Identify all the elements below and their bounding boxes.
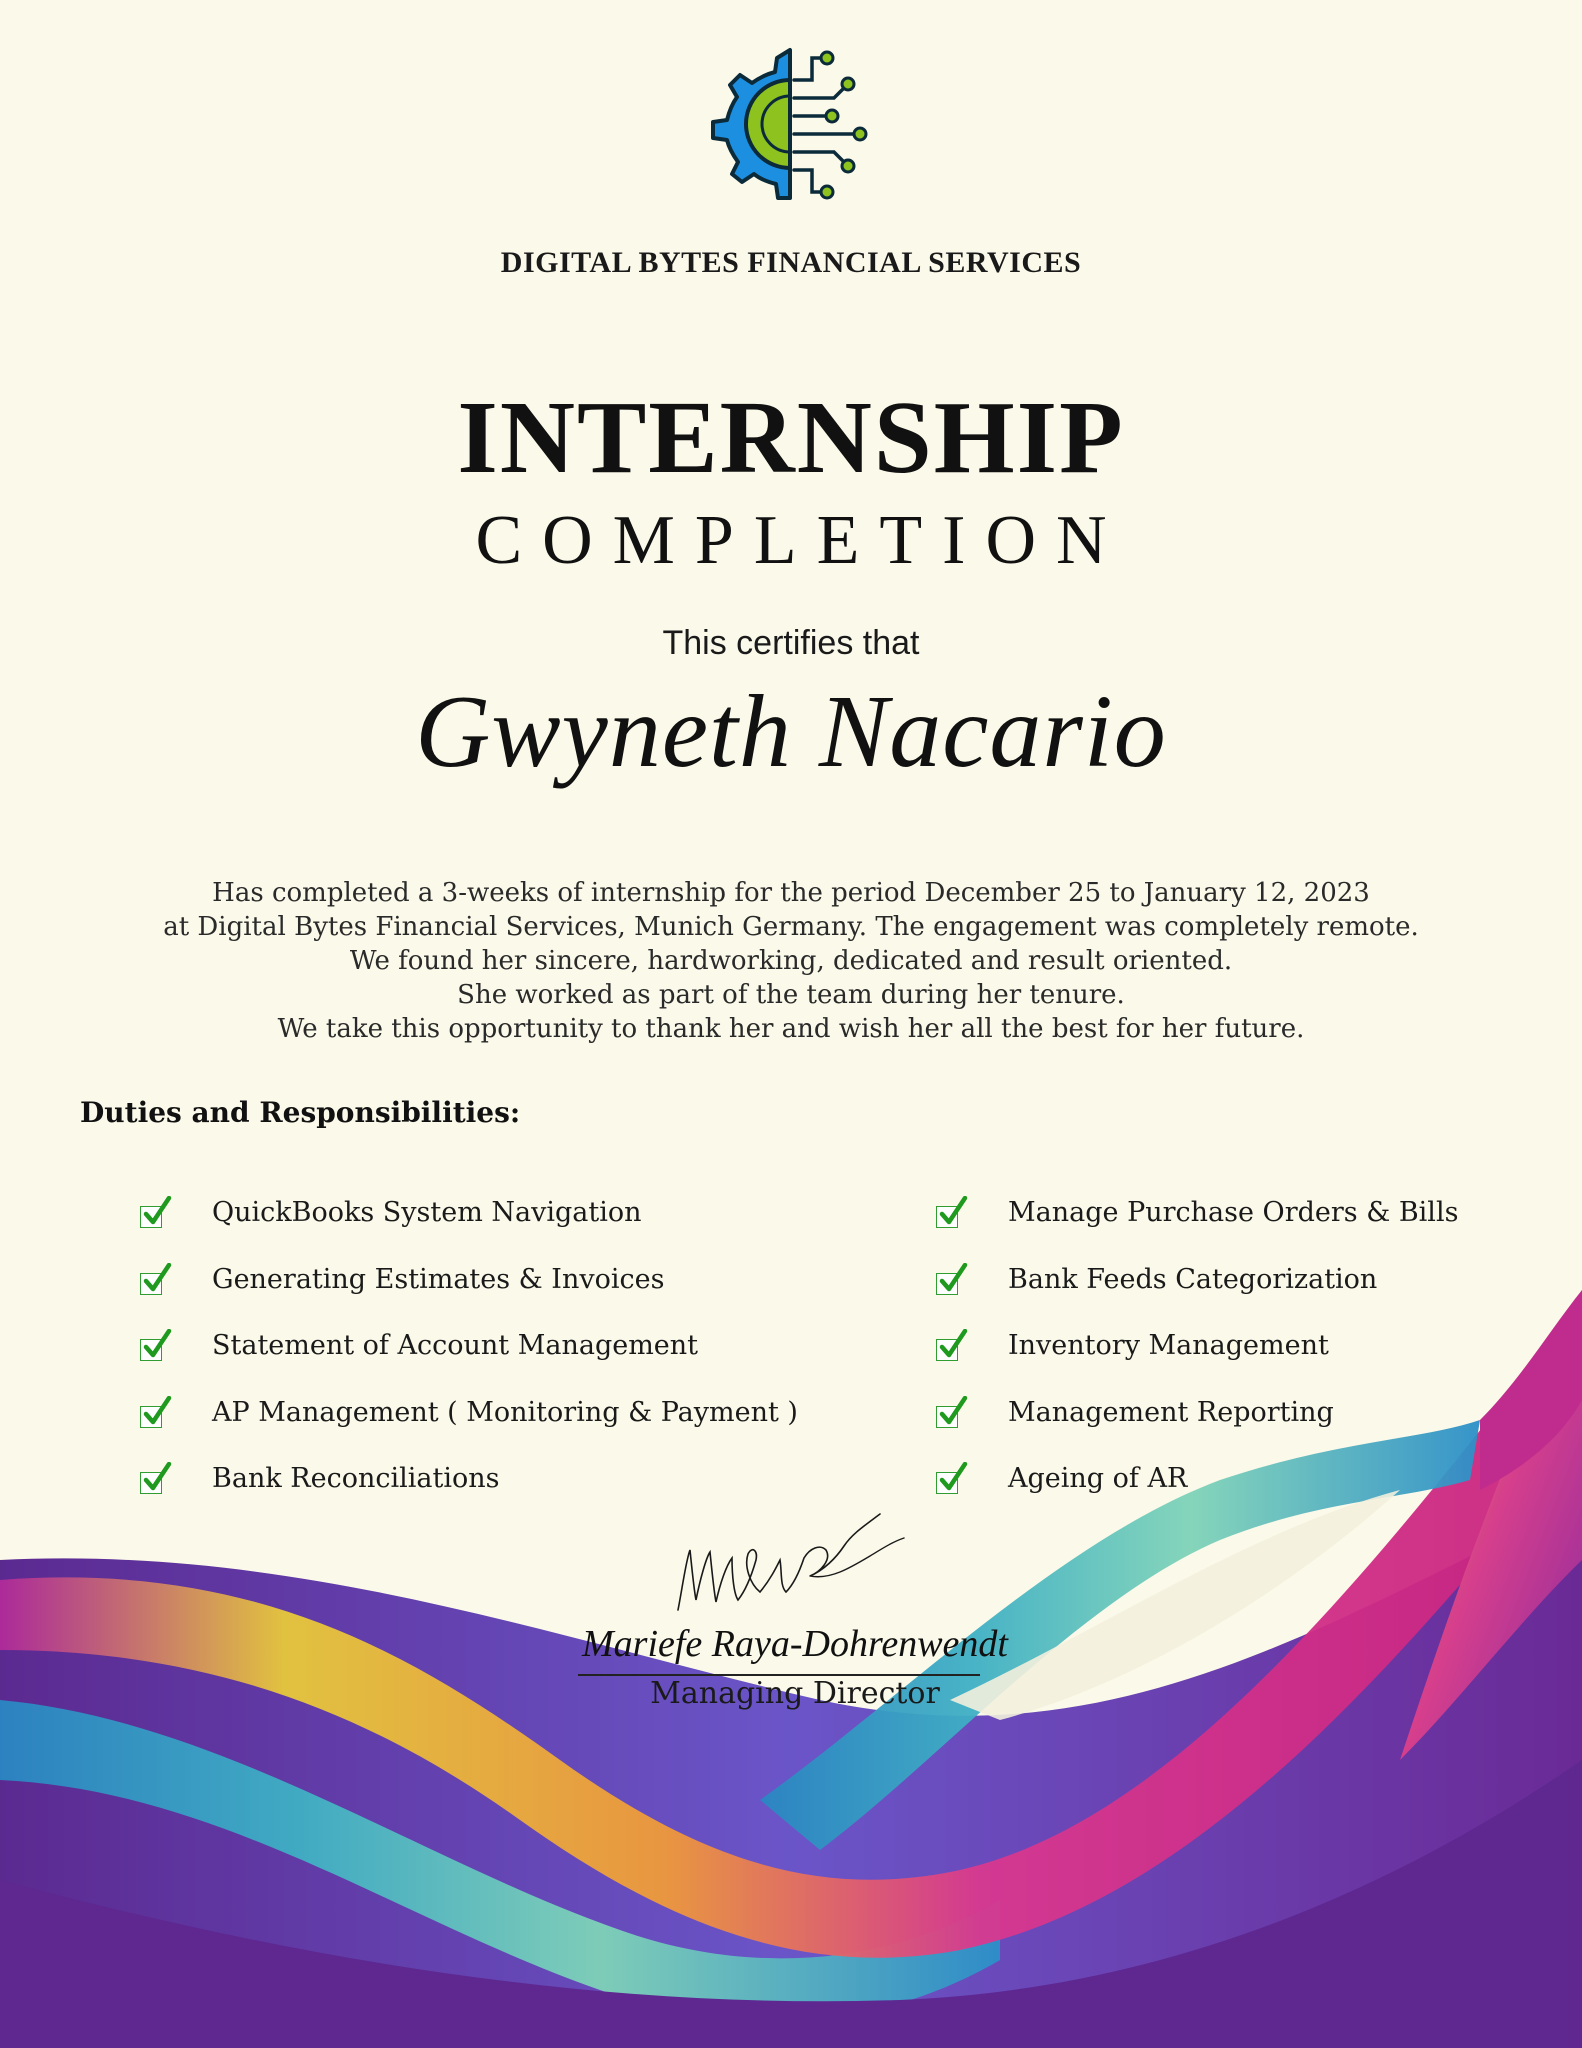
duty-label: Management Reporting [1008, 1396, 1334, 1428]
duty-item [936, 1329, 1458, 1396]
checkmark-icon [140, 1333, 170, 1361]
duty-label: Statement of Account Management [212, 1330, 699, 1361]
body-line: She worked as part of the team during her tenure. [457, 980, 1125, 1010]
duty-label: Bank Feeds Categorization [1008, 1263, 1378, 1295]
duties-list-left [140, 1196, 798, 1529]
checkmark-icon [140, 1400, 170, 1428]
duty-item [140, 1196, 798, 1263]
duty-item [936, 1462, 1458, 1529]
signatory-title: Managing Director [650, 1676, 940, 1711]
certificate-subtitle: COMPLETION [475, 502, 1127, 579]
checkmark-icon [140, 1466, 170, 1494]
certificate-body [160, 876, 1422, 1046]
duty-label: Generating Estimates & Invoices [212, 1263, 665, 1295]
body-line: at Digital Bytes Financial Services, Munich Germany. The engagement was completely remote. [163, 912, 1419, 942]
duty-label: Ageing of AR [1008, 1463, 1188, 1494]
body-line: We take this opportunity to thank her and wish her all the best for her future. [277, 1014, 1305, 1044]
body-line: We found her sincere, hardworking, dedicated and result oriented. [349, 946, 1233, 976]
duty-label: Inventory Management [1008, 1330, 1329, 1361]
checkmark-icon [140, 1267, 170, 1295]
duty-item [140, 1329, 798, 1396]
duty-label: QuickBooks System Navigation [212, 1197, 642, 1228]
duty-label: Bank Reconciliations [212, 1463, 500, 1494]
duty-item [936, 1196, 1458, 1263]
company-logo-gear-circuit-icon [694, 36, 890, 212]
company-name: DIGITAL BYTES FINANCIAL SERVICES [500, 246, 1082, 279]
checkmark-icon [936, 1466, 966, 1494]
checkmark-icon [936, 1267, 966, 1295]
recipient-name: Gwyneth Nacario [415, 674, 1167, 789]
duty-item [936, 1263, 1458, 1330]
certificate-title: INTERNSHIP [457, 380, 1125, 495]
handwritten-signature [660, 1510, 920, 1630]
checkmark-icon [936, 1400, 966, 1428]
duty-item [936, 1396, 1458, 1463]
duties-heading: Duties and Responsibilities: [80, 1096, 521, 1129]
checkmark-icon [140, 1200, 170, 1228]
checkmark-icon [936, 1333, 966, 1361]
body-line: Has completed a 3-weeks of internship for the period December 25 to January 12, 2023 [212, 878, 1370, 908]
checkmark-icon [936, 1200, 966, 1228]
signatory-name: Mariefe Raya-Dohrenwendt [582, 1623, 1008, 1665]
duties-list-right [936, 1196, 1458, 1529]
duty-item [140, 1396, 798, 1463]
duty-item [140, 1263, 798, 1330]
duty-label: Manage Purchase Orders & Bills [1008, 1197, 1459, 1228]
duty-label: AP Management ( Monitoring & Payment ) [212, 1396, 798, 1428]
certifies-text: This certifies that [662, 624, 920, 662]
